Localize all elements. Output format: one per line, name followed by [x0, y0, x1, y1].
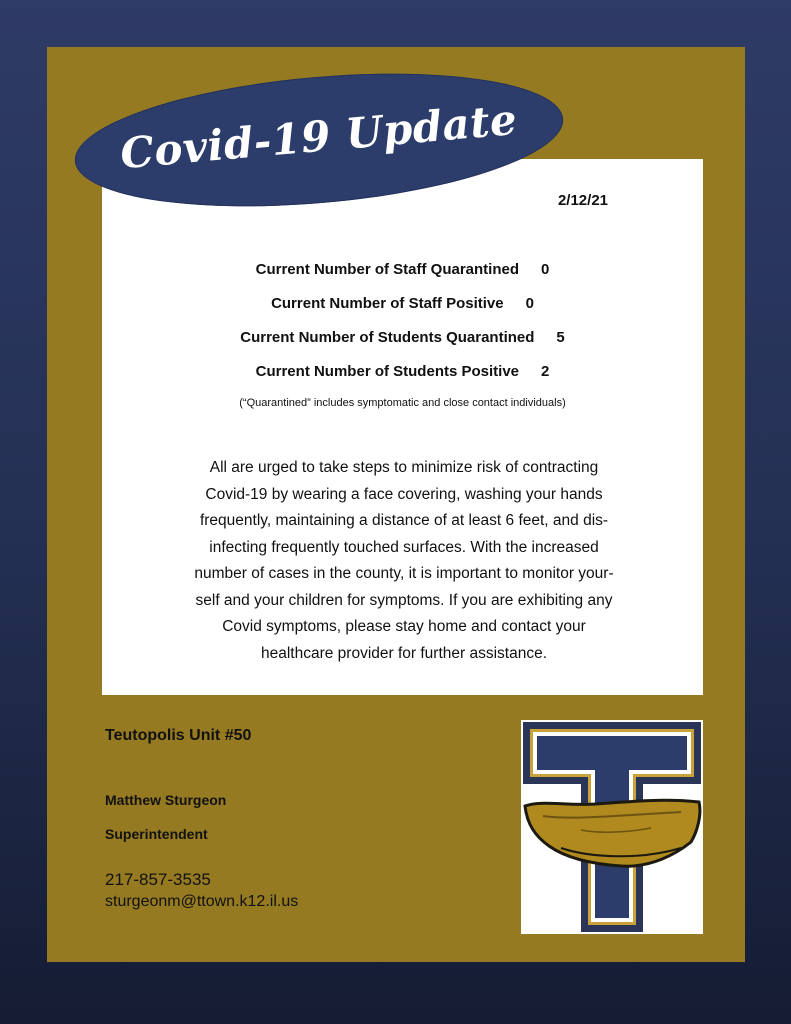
stats-list — [102, 259, 703, 409]
stat-value: 5 — [556, 329, 565, 346]
contact-phone: 217-857-3535 — [105, 870, 211, 889]
banner-title: Covid-19 Update — [118, 94, 519, 178]
superintendent-title: Superintendent — [105, 826, 208, 842]
stat-label: Current Number of Staff Positive — [271, 295, 504, 312]
advisory-line: frequently, maintaining a distance of at least 6 feet, and dis- — [199, 512, 609, 529]
superintendent-name: Matthew Sturgeon — [105, 792, 227, 808]
advisory-paragraph — [154, 455, 654, 667]
contact-email: sturgeonm@ttown.k12.il.us — [105, 893, 299, 910]
stat-value: 0 — [525, 295, 534, 312]
advisory-line: All are urged to take steps to minimize risk of contracting — [209, 459, 599, 476]
content-panel — [102, 159, 703, 695]
advisory-line: infecting frequently touched surfaces. With the increased — [209, 538, 599, 556]
teutopolis-logo-icon — [521, 720, 703, 934]
stat-staff-positive — [102, 293, 703, 327]
stat-label: Current Number of Students Quarantined — [240, 329, 535, 346]
advisory-line: number of cases in the county, it is important to monitor your- — [194, 565, 614, 582]
flyer-frame — [47, 47, 745, 962]
district-name: Teutopolis Unit #50 — [105, 727, 252, 744]
advisory-line: Covid-19 by wearing a face covering, washing your hands — [205, 485, 603, 503]
stat-label: Current Number of Students Positive — [255, 363, 520, 380]
stat-value: 0 — [541, 261, 550, 278]
quarantine-note: (“Quarantined” includes symptomatic and close contact individuals) — [239, 397, 566, 409]
stat-students-positive — [102, 361, 703, 395]
stat-label: Current Number of Staff Quarantined — [255, 261, 519, 278]
stat-value: 2 — [541, 363, 550, 380]
stat-students-quarantined — [102, 327, 703, 361]
update-date: 2/12/21 — [557, 192, 608, 209]
advisory-line: healthcare provider for further assistance. — [260, 644, 548, 662]
advisory-line: Covid symptoms, please stay home and contact your — [222, 618, 586, 635]
stat-staff-quarantined — [102, 259, 703, 293]
advisory-line: self and your children for symptoms. If you are exhibiting any — [195, 591, 613, 609]
